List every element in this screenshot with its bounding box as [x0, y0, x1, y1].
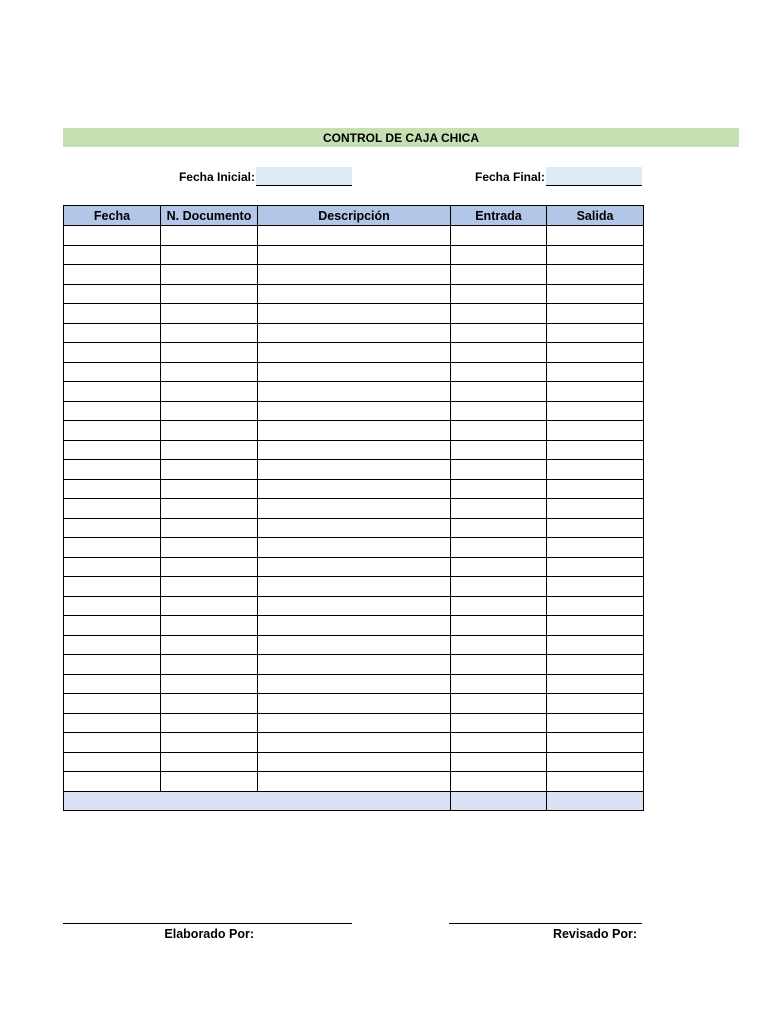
- title-bar: [63, 128, 739, 147]
- fecha-cell[interactable]: [64, 440, 161, 460]
- salida-cell[interactable]: [547, 557, 644, 577]
- description-cell[interactable]: [258, 733, 451, 753]
- table-row: [64, 362, 644, 382]
- fecha-cell[interactable]: [64, 674, 161, 694]
- entrada-cell[interactable]: [451, 284, 547, 304]
- salida-cell[interactable]: [547, 382, 644, 402]
- document-number-cell[interactable]: [161, 752, 258, 772]
- description-cell[interactable]: [258, 616, 451, 636]
- document-number-cell[interactable]: [161, 635, 258, 655]
- document-number-cell[interactable]: [161, 655, 258, 675]
- description-cell[interactable]: [258, 382, 451, 402]
- salida-cell[interactable]: [547, 694, 644, 714]
- salida-cell[interactable]: [547, 518, 644, 538]
- fecha-cell[interactable]: [64, 362, 161, 382]
- total-row: [64, 791, 644, 811]
- description-cell[interactable]: [258, 245, 451, 265]
- document-number-cell[interactable]: [161, 245, 258, 265]
- document-number-cell[interactable]: [161, 382, 258, 402]
- entrada-cell[interactable]: [451, 596, 547, 616]
- table-row: [64, 752, 644, 772]
- salida-cell[interactable]: [547, 479, 644, 499]
- total-salida-cell[interactable]: [547, 791, 644, 811]
- salida-cell[interactable]: [547, 304, 644, 324]
- document-number-cell[interactable]: [161, 538, 258, 558]
- reviewed-by-label: Revisado Por:: [552, 927, 637, 941]
- document-number-cell[interactable]: [161, 772, 258, 792]
- entrada-cell[interactable]: [451, 752, 547, 772]
- description-cell[interactable]: [258, 655, 451, 675]
- end-date-label: Fecha Final:: [474, 170, 545, 184]
- table-row: [64, 401, 644, 421]
- table-row: [64, 226, 644, 246]
- entrada-cell[interactable]: [451, 557, 547, 577]
- fecha-cell[interactable]: [64, 577, 161, 597]
- table-row: [64, 518, 644, 538]
- description-cell[interactable]: [258, 752, 451, 772]
- salida-cell[interactable]: [547, 226, 644, 246]
- salida-cell[interactable]: [547, 577, 644, 597]
- start-date-label: Fecha Inicial:: [178, 170, 255, 184]
- document-number-cell[interactable]: [161, 284, 258, 304]
- end-date-field[interactable]: [546, 167, 642, 186]
- table-row: [64, 440, 644, 460]
- entrada-cell[interactable]: [451, 343, 547, 363]
- table-row: [64, 616, 644, 636]
- entrada-cell[interactable]: [451, 226, 547, 246]
- salida-cell[interactable]: [547, 499, 644, 519]
- fecha-cell[interactable]: [64, 752, 161, 772]
- entrada-cell[interactable]: [451, 772, 547, 792]
- description-cell[interactable]: [258, 460, 451, 480]
- table-row: [64, 265, 644, 285]
- entrada-cell[interactable]: [451, 265, 547, 285]
- entrada-cell[interactable]: [451, 635, 547, 655]
- description-cell[interactable]: [258, 284, 451, 304]
- column-header-entrada: Entrada: [451, 206, 547, 226]
- description-cell[interactable]: [258, 596, 451, 616]
- document-number-cell[interactable]: [161, 694, 258, 714]
- salida-cell[interactable]: [547, 440, 644, 460]
- table-row: [64, 635, 644, 655]
- table-row: [64, 674, 644, 694]
- table-row: [64, 323, 644, 343]
- table-row: [64, 694, 644, 714]
- fecha-cell[interactable]: [64, 421, 161, 441]
- entrada-cell[interactable]: [451, 499, 547, 519]
- document-number-cell[interactable]: [161, 596, 258, 616]
- table-row: [64, 460, 644, 480]
- entrada-cell[interactable]: [451, 401, 547, 421]
- description-cell[interactable]: [258, 440, 451, 460]
- fecha-cell[interactable]: [64, 343, 161, 363]
- table-row: [64, 245, 644, 265]
- document-number-cell[interactable]: [161, 733, 258, 753]
- document-number-cell[interactable]: [161, 440, 258, 460]
- salida-cell[interactable]: [547, 265, 644, 285]
- entrada-cell[interactable]: [451, 538, 547, 558]
- document-number-cell[interactable]: [161, 323, 258, 343]
- salida-cell[interactable]: [547, 674, 644, 694]
- document-number-cell[interactable]: [161, 616, 258, 636]
- table-row: [64, 343, 644, 363]
- salida-cell[interactable]: [547, 733, 644, 753]
- table-row: [64, 733, 644, 753]
- start-date-field[interactable]: [256, 167, 352, 186]
- entrada-cell[interactable]: [451, 616, 547, 636]
- document-number-cell[interactable]: [161, 304, 258, 324]
- table-row: [64, 713, 644, 733]
- total-label-cell: [64, 791, 451, 811]
- fecha-cell[interactable]: [64, 557, 161, 577]
- salida-cell[interactable]: [547, 245, 644, 265]
- fecha-cell[interactable]: [64, 284, 161, 304]
- document-number-cell[interactable]: [161, 421, 258, 441]
- table-row: [64, 577, 644, 597]
- description-cell[interactable]: [258, 674, 451, 694]
- salida-cell[interactable]: [547, 460, 644, 480]
- document-number-cell[interactable]: [161, 577, 258, 597]
- entrada-cell[interactable]: [451, 421, 547, 441]
- fecha-cell[interactable]: [64, 226, 161, 246]
- salida-cell[interactable]: [547, 421, 644, 441]
- document-number-cell[interactable]: [161, 479, 258, 499]
- fecha-cell[interactable]: [64, 694, 161, 714]
- table-row: [64, 382, 644, 402]
- description-cell[interactable]: [258, 577, 451, 597]
- fecha-cell[interactable]: [64, 304, 161, 324]
- document-number-cell[interactable]: [161, 674, 258, 694]
- entrada-cell[interactable]: [451, 245, 547, 265]
- table-row: [64, 772, 644, 792]
- entrada-cell[interactable]: [451, 655, 547, 675]
- salida-cell[interactable]: [547, 538, 644, 558]
- entrada-cell[interactable]: [451, 304, 547, 324]
- entrada-cell[interactable]: [451, 362, 547, 382]
- description-cell[interactable]: [258, 479, 451, 499]
- fecha-cell[interactable]: [64, 655, 161, 675]
- description-cell[interactable]: [258, 226, 451, 246]
- document-number-cell[interactable]: [161, 401, 258, 421]
- salida-cell[interactable]: [547, 713, 644, 733]
- salida-cell[interactable]: [547, 596, 644, 616]
- fecha-cell[interactable]: [64, 460, 161, 480]
- fecha-cell[interactable]: [64, 382, 161, 402]
- entrada-cell[interactable]: [451, 323, 547, 343]
- salida-cell[interactable]: [547, 362, 644, 382]
- fecha-cell[interactable]: [64, 499, 161, 519]
- prepared-by-signature-line: [63, 923, 352, 924]
- fecha-cell[interactable]: [64, 518, 161, 538]
- description-cell[interactable]: [258, 343, 451, 363]
- fecha-cell[interactable]: [64, 323, 161, 343]
- reviewed-by-signature-line: [449, 923, 642, 924]
- entrada-cell[interactable]: [451, 674, 547, 694]
- table-row: [64, 284, 644, 304]
- entrada-cell[interactable]: [451, 479, 547, 499]
- column-header-salida: Salida: [547, 206, 644, 226]
- table-row: [64, 538, 644, 558]
- description-cell[interactable]: [258, 557, 451, 577]
- description-cell[interactable]: [258, 323, 451, 343]
- fecha-cell[interactable]: [64, 596, 161, 616]
- entrada-cell[interactable]: [451, 440, 547, 460]
- fecha-cell[interactable]: [64, 772, 161, 792]
- salida-cell[interactable]: [547, 401, 644, 421]
- column-header-fecha: Fecha: [64, 206, 161, 226]
- column-header-document-number: N. Documento: [161, 206, 258, 226]
- document-number-cell[interactable]: [161, 713, 258, 733]
- salida-cell[interactable]: [547, 752, 644, 772]
- table-row: [64, 499, 644, 519]
- description-cell[interactable]: [258, 421, 451, 441]
- entrada-cell[interactable]: [451, 518, 547, 538]
- fecha-cell[interactable]: [64, 635, 161, 655]
- entrada-cell[interactable]: [451, 694, 547, 714]
- fecha-cell[interactable]: [64, 733, 161, 753]
- description-cell[interactable]: [258, 772, 451, 792]
- table-header-row: [64, 206, 644, 226]
- description-cell[interactable]: [258, 362, 451, 382]
- fecha-cell[interactable]: [64, 401, 161, 421]
- description-cell[interactable]: [258, 518, 451, 538]
- description-cell[interactable]: [258, 694, 451, 714]
- entrada-cell[interactable]: [451, 577, 547, 597]
- description-cell[interactable]: [258, 635, 451, 655]
- prepared-by-label: Elaborado Por:: [164, 927, 254, 941]
- table-row: [64, 479, 644, 499]
- page-title: CONTROL DE CAJA CHICA: [322, 130, 479, 145]
- entrada-cell[interactable]: [451, 713, 547, 733]
- salida-cell[interactable]: [547, 284, 644, 304]
- table-row: [64, 596, 644, 616]
- salida-cell[interactable]: [547, 343, 644, 363]
- table-row: [64, 421, 644, 441]
- description-cell[interactable]: [258, 304, 451, 324]
- document-number-cell[interactable]: [161, 557, 258, 577]
- entrada-cell[interactable]: [451, 382, 547, 402]
- table-row: [64, 304, 644, 324]
- document-number-cell[interactable]: [161, 226, 258, 246]
- document-number-cell[interactable]: [161, 343, 258, 363]
- fecha-cell[interactable]: [64, 713, 161, 733]
- document-number-cell[interactable]: [161, 460, 258, 480]
- description-cell[interactable]: [258, 265, 451, 285]
- fecha-cell[interactable]: [64, 265, 161, 285]
- table-row: [64, 655, 644, 675]
- description-cell[interactable]: [258, 713, 451, 733]
- description-cell[interactable]: [258, 538, 451, 558]
- total-entrada-cell[interactable]: [451, 791, 547, 811]
- document-number-cell[interactable]: [161, 362, 258, 382]
- salida-cell[interactable]: [547, 635, 644, 655]
- column-header-description: Descripción: [258, 206, 451, 226]
- document-number-cell[interactable]: [161, 265, 258, 285]
- document-number-cell[interactable]: [161, 518, 258, 538]
- fecha-cell[interactable]: [64, 479, 161, 499]
- entrada-cell[interactable]: [451, 733, 547, 753]
- salida-cell[interactable]: [547, 772, 644, 792]
- description-cell[interactable]: [258, 401, 451, 421]
- salida-cell[interactable]: [547, 655, 644, 675]
- fecha-cell[interactable]: [64, 616, 161, 636]
- table-row: [64, 557, 644, 577]
- salida-cell[interactable]: [547, 616, 644, 636]
- description-cell[interactable]: [258, 499, 451, 519]
- salida-cell[interactable]: [547, 323, 644, 343]
- entrada-cell[interactable]: [451, 460, 547, 480]
- document-number-cell[interactable]: [161, 499, 258, 519]
- fecha-cell[interactable]: [64, 245, 161, 265]
- fecha-cell[interactable]: [64, 538, 161, 558]
- cash-ledger-table: [63, 205, 644, 811]
- ledger-body: [64, 226, 644, 792]
